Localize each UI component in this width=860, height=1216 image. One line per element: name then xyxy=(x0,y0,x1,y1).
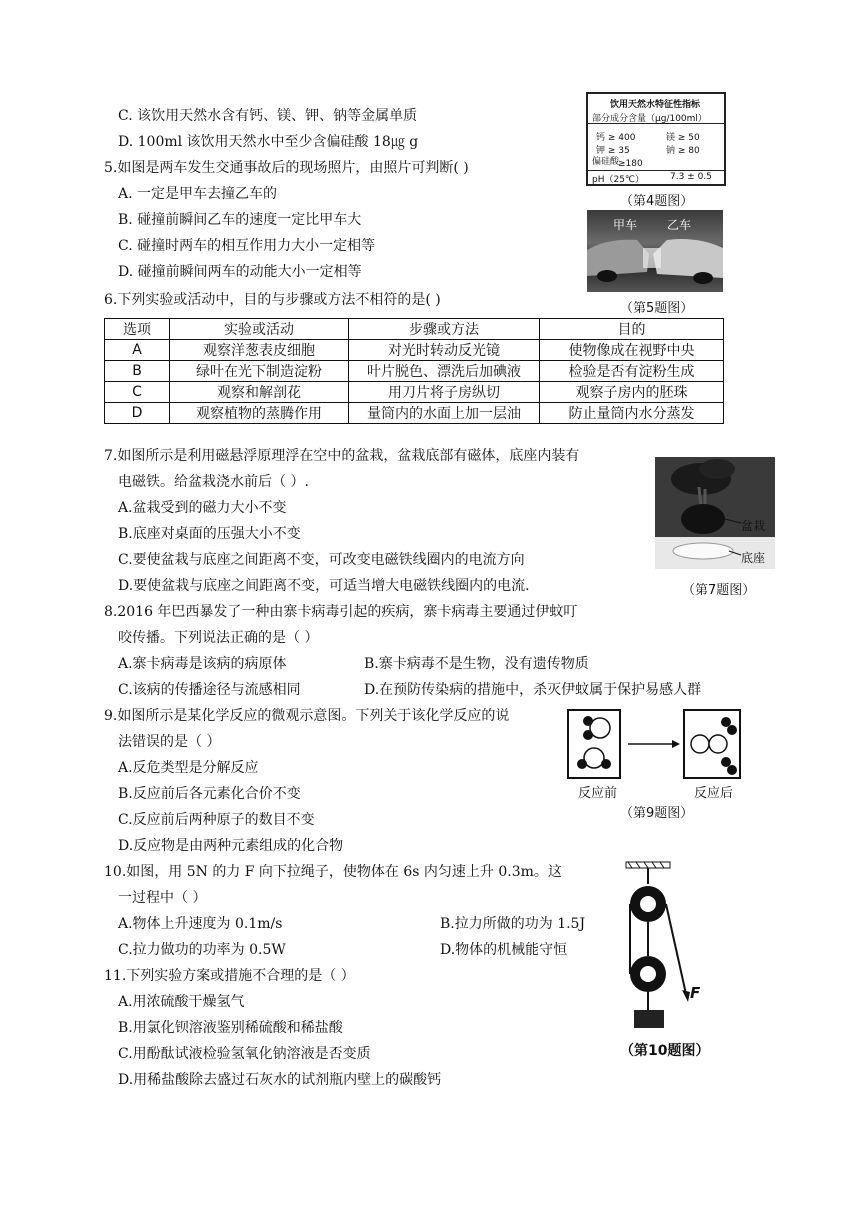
q5-figure-caption: （第5题图） xyxy=(620,301,694,316)
q6-cell: 绿叶在光下制造淀粉 xyxy=(170,361,349,382)
q9-option-b: B.反应前后各元素化合价不变 xyxy=(118,786,301,802)
q6-cell: 使物像成在视野中央 xyxy=(540,340,724,361)
q6-cell: B xyxy=(105,361,170,382)
q9-figure-caption: （第9题图） xyxy=(620,806,694,821)
q6-table xyxy=(104,318,724,424)
cars-illustration xyxy=(587,210,723,292)
q4-figure-ph-value: 7.3 ± 0.5 xyxy=(670,172,712,182)
q6-stem: 6.下列实验或活动中，目的与步骤或方法不相符的是( ) xyxy=(104,292,441,308)
q6-cell: 检验是否有淀粉生成 xyxy=(540,361,724,382)
q5-option-a: A. 一定是甲车去撞乙车的 xyxy=(118,186,278,202)
q6-cell: 观察洋葱表皮细胞 xyxy=(170,340,349,361)
molecule-illustration xyxy=(566,708,742,780)
q4-option-d: D. 100ml 该饮用天然水中至少含偏硅酸 18㎍ g xyxy=(118,134,419,150)
q4-figure-si: 偏硅酸 xyxy=(592,157,620,167)
q4-figure-mg: 镁 ≥ 50 xyxy=(666,133,700,143)
q10-stem-line1: 10.如图，用 5N 的力 F 向下拉绳子，使物体在 6s 内匀速上升 0.3m。这 xyxy=(104,864,562,880)
q9-stem-line1: 9.如图所示是某化学反应的微观示意图。下列关于该化学反应的说 xyxy=(104,708,510,724)
q11-option-b: B.用氯化钡溶液鉴别稀硫酸和稀盐酸 xyxy=(118,1020,343,1036)
q6-cell: 防止量筒内水分蒸发 xyxy=(540,403,724,424)
q7-label-pot: 盆栽 xyxy=(741,519,766,533)
q5-label-car-b: 乙车 xyxy=(667,218,692,232)
q6-header-method: 步骤或方法 xyxy=(349,319,540,340)
q4-figure-ca: 钙 ≥ 400 xyxy=(596,133,636,143)
q7-figure-caption: （第7题图） xyxy=(682,583,756,598)
q4-figure-caption: （第4题图） xyxy=(620,194,694,209)
q6-cell: C xyxy=(105,382,170,403)
q8-option-d: D.在预防传染病的措施中，杀灭伊蚊属于保护易感人群 xyxy=(364,682,702,698)
q5-label-car-a: 甲车 xyxy=(613,218,638,232)
q6-cell: 观察和解剖花 xyxy=(170,382,349,403)
q9-label-before: 反应前 xyxy=(578,786,618,801)
q9-reaction-diagram xyxy=(566,708,742,780)
q10-stem-line2: 一过程中（ ） xyxy=(118,890,207,906)
q9-label-after: 反应后 xyxy=(694,786,734,801)
q8-stem-line1: 8.2016 年巴西暴发了一种由寨卡病毒引起的疾病，寨卡病毒主要通过伊蚊叮 xyxy=(104,604,578,620)
table-row xyxy=(105,382,724,403)
q10-figure-caption: （第10题图） xyxy=(620,1043,710,1059)
pulley-illustration xyxy=(620,860,710,1032)
q4-figure-k: 钾 ≥ 35 xyxy=(596,146,630,156)
q4-figure-title: 饮用天然水特征性指标 xyxy=(610,100,701,110)
q6-cell: D xyxy=(105,403,170,424)
q6-header-option: 选项 xyxy=(105,319,170,340)
q6-table-header-row xyxy=(105,319,724,340)
q6-cell: 量筒内的水面上加一层油 xyxy=(349,403,540,424)
q6-cell: 用刀片将子房纵切 xyxy=(349,382,540,403)
q7-option-c: C.要使盆栽与底座之间距离不变，可改变电磁铁线圈内的电流方向 xyxy=(118,552,525,568)
q11-option-d: D.用稀盐酸除去盛过石灰水的试剂瓶内壁上的碳酸钙 xyxy=(118,1072,442,1088)
q10-option-b: B.拉力所做的功为 1.5J xyxy=(440,916,586,932)
q5-option-c: C. 碰撞时两车的相互作用力大小一定相等 xyxy=(118,238,376,254)
q10-option-c: C.拉力做功的功率为 0.5W xyxy=(118,942,286,958)
q10-option-d: D.物体的机械能守恒 xyxy=(440,942,568,958)
q7-stem-line2: 电磁铁。给盆栽浇水前后（ ）. xyxy=(118,474,309,490)
q4-figure-ph: pH（25℃） xyxy=(592,175,645,185)
q5-stem: 5.如图是两车发生交通事故后的现场照片，由照片可判断( ) xyxy=(104,160,469,176)
q6-cell: 观察子房内的胚珠 xyxy=(540,382,724,403)
q9-option-c: C.反应前后两种原子的数目不变 xyxy=(118,812,315,828)
q8-option-c: C.该病的传播途径与流感相同 xyxy=(118,682,301,698)
q9-option-a: A.反危类型是分解反应 xyxy=(118,760,259,776)
q11-option-c: C.用酚酞试液检验氢氧化钠溶液是否变质 xyxy=(118,1046,371,1062)
q4-figure-si-value: ≥180 xyxy=(618,159,643,169)
q11-option-a: A.用浓硫酸干燥氢气 xyxy=(118,994,245,1010)
q8-option-b: B.寨卡病毒不是生物，没有遗传物质 xyxy=(364,656,589,672)
q9-option-d: D.反应物是由两种元素组成的化合物 xyxy=(118,838,344,854)
q9-stem-line2: 法错误的是（ ） xyxy=(118,734,221,750)
table-row xyxy=(105,361,724,382)
q8-option-a: A.寨卡病毒是该病的病原体 xyxy=(118,656,287,672)
q10-label-force: F xyxy=(690,984,701,1002)
q7-label-base: 底座 xyxy=(741,551,766,565)
q4-figure-divider-2 xyxy=(588,170,724,171)
q6-cell: 对光时转动反光镜 xyxy=(349,340,540,361)
q6-cell: 叶片脱色、漂洗后加碘液 xyxy=(349,361,540,382)
q6-header-activity: 实验或活动 xyxy=(170,319,349,340)
q7-bonsai-photo xyxy=(655,457,775,569)
q10-pulley-diagram xyxy=(620,860,710,1032)
q4-figure-divider xyxy=(588,123,724,124)
q4-figure-header: 部分成分含量（μg/100ml） xyxy=(592,114,707,124)
q11-stem: 11.下列实验方案或措施不合理的是（ ） xyxy=(104,968,355,984)
q7-option-d: D.要使盆栽与底座之间距离不变，可适当增大电磁铁线圈内的电流. xyxy=(118,578,530,594)
q8-stem-line2: 咬传播。下列说法正确的是（ ） xyxy=(118,630,319,646)
q7-option-a: A.盆栽受到的磁力大小不变 xyxy=(118,500,287,516)
table-row xyxy=(105,403,724,424)
q5-option-d: D. 碰撞前瞬间两车的动能大小一定相等 xyxy=(118,264,362,280)
q6-header-purpose: 目的 xyxy=(540,319,724,340)
q10-option-a: A.物体上升速度为 0.1m/s xyxy=(118,916,283,932)
q6-cell: A xyxy=(105,340,170,361)
q4-figure-table xyxy=(586,92,726,186)
table-row xyxy=(105,340,724,361)
q4-figure-na: 钠 ≥ 80 xyxy=(666,146,700,156)
q7-stem-line1: 7.如图所示是利用磁悬浮原理浮在空中的盆栽，盆栽底部有磁体，底座内装有 xyxy=(104,448,580,464)
q7-option-b: B.底座对桌面的压强大小不变 xyxy=(118,526,301,542)
q6-cell: 观察植物的蒸腾作用 xyxy=(170,403,349,424)
q5-car-photo xyxy=(587,210,723,292)
q5-option-b: B. 碰撞前瞬间乙车的速度一定比甲车大 xyxy=(118,212,362,228)
q4-option-c: C. 该饮用天然水含有钙、镁、钾、钠等金属单质 xyxy=(118,108,418,124)
